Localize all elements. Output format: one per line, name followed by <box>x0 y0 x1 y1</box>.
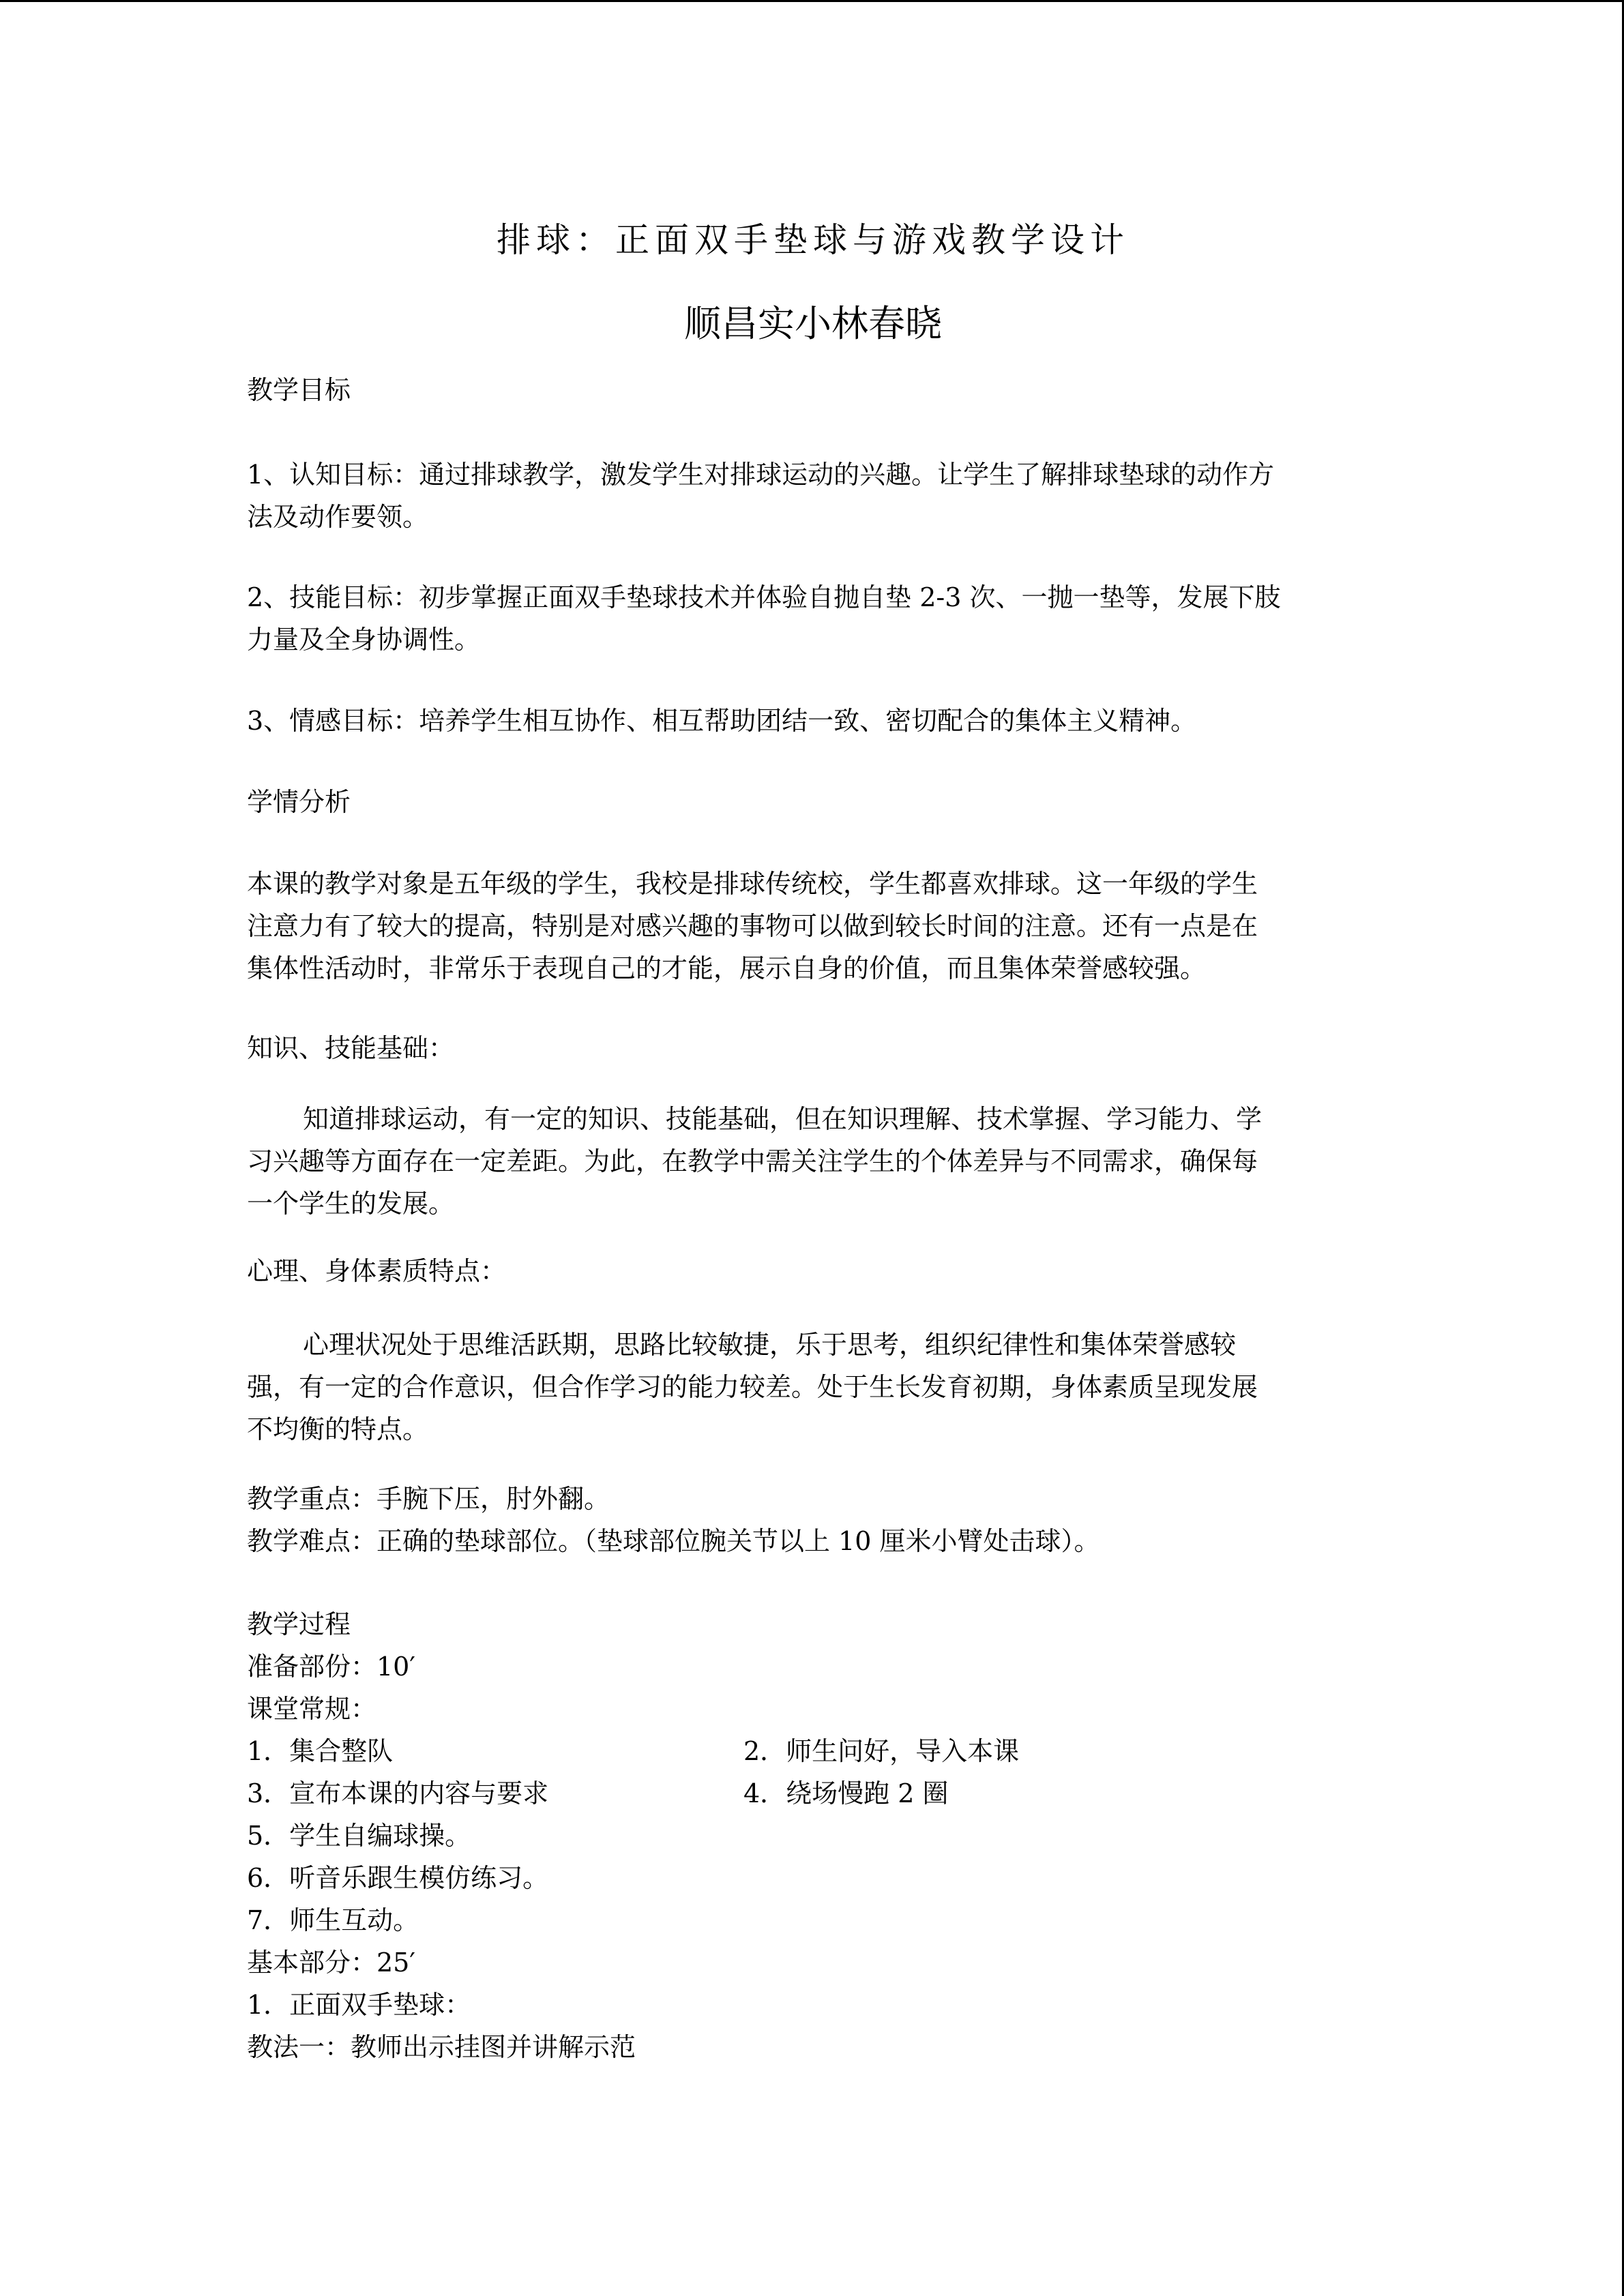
step-1: 1．集合整队 <box>247 1736 394 1766</box>
analysis-line-3: 集体性活动时，非常乐于表现自己的才能，展示自身的价值，而且集体荣誉感较强。 <box>247 953 1207 983</box>
method-1: 教法一：教师出示挂图并讲解示范 <box>247 2032 636 2062</box>
psych-line-2: 强，有一定的合作意识，但合作学习的能力较差。处于生长发育初期，身体素质呈现发展 <box>247 1372 1258 1402</box>
goal-skill <box>247 576 1379 661</box>
goal-cognitive <box>247 453 1379 538</box>
goal-skill-line-1: 2、技能目标：初步掌握正面双手垫球技术并体验自抛自垫 2-3 次、一抛一垫等，发展下肢 <box>247 582 1281 612</box>
goals-heading: 教学目标 <box>247 375 351 405</box>
document-title: 排球：正面双手垫球与游戏教学设计 <box>497 220 1130 260</box>
skills-line-3: 一个学生的发展。 <box>247 1189 455 1219</box>
psych-heading: 心理、身体素质特点： <box>247 1256 507 1286</box>
skills-heading: 知识、技能基础： <box>247 1033 455 1063</box>
key-point: 教学重点：手腕下压，肘外翻。 <box>247 1484 610 1514</box>
routine-heading: 课堂常规： <box>247 1694 377 1724</box>
skills-line-1: 知道排球运动，有一定的知识、技能基础，但在知识理解、技术掌握、学习能力、学 <box>303 1104 1263 1134</box>
step-6: 6．听音乐跟生模仿练习。 <box>247 1863 549 1893</box>
difficult-point: 教学难点：正确的垫球部位。（垫球部位腕关节以上 10 厘米小臂处击球）。 <box>247 1526 1100 1556</box>
psych-paragraph <box>247 1324 1379 1450</box>
document-author: 顺昌实小林春晓 <box>684 302 942 345</box>
analysis-line-1: 本课的教学对象是五年级的学生，我校是排球传统校，学生都喜欢排球。这一年级的学生 <box>247 869 1258 899</box>
psych-line-1: 心理状况处于思维活跃期，思路比较敏捷，乐于思考，组织纪律性和集体荣誉感较 <box>303 1330 1237 1360</box>
skills-paragraph <box>247 1098 1379 1225</box>
analysis-heading: 学情分析 <box>247 787 351 817</box>
step-7: 7．师生互动。 <box>247 1905 419 1935</box>
goal-cognitive-line-1: 1、认知目标：通过排球教学，激发学生对排球运动的兴趣。让学生了解排球垫球的动作方 <box>247 460 1275 490</box>
prep-part: 准备部份：10′ <box>247 1652 415 1682</box>
step-5: 5．学生自编球操。 <box>247 1821 471 1851</box>
goal-skill-line-2: 力量及全身协调性。 <box>247 625 481 655</box>
analysis-paragraph <box>247 863 1379 989</box>
skills-line-2: 习兴趣等方面存在一定差距。为此，在教学中需关注学生的个体差异与不同需求，确保每 <box>247 1146 1258 1176</box>
step-3: 3．宣布本课的内容与要求 <box>247 1778 549 1808</box>
process-heading: 教学过程 <box>247 1609 351 1639</box>
basic-item-1: 1．正面双手垫球： <box>247 1990 471 2020</box>
psych-line-3: 不均衡的特点。 <box>247 1414 429 1444</box>
analysis-line-2: 注意力有了较大的提高，特别是对感兴趣的事物可以做到较长时间的注意。还有一点是在 <box>247 911 1258 941</box>
basic-part: 基本部分：25′ <box>247 1948 415 1978</box>
goal-cognitive-line-2: 法及动作要领。 <box>247 502 429 532</box>
step-4: 4．绕场慢跑 2 圈 <box>743 1778 949 1808</box>
goal-emotional: 3、情感目标：培养学生相互协作、相互帮助团结一致、密切配合的集体主义精神。 <box>247 706 1197 736</box>
step-2: 2．师生问好，导入本课 <box>743 1736 1020 1766</box>
